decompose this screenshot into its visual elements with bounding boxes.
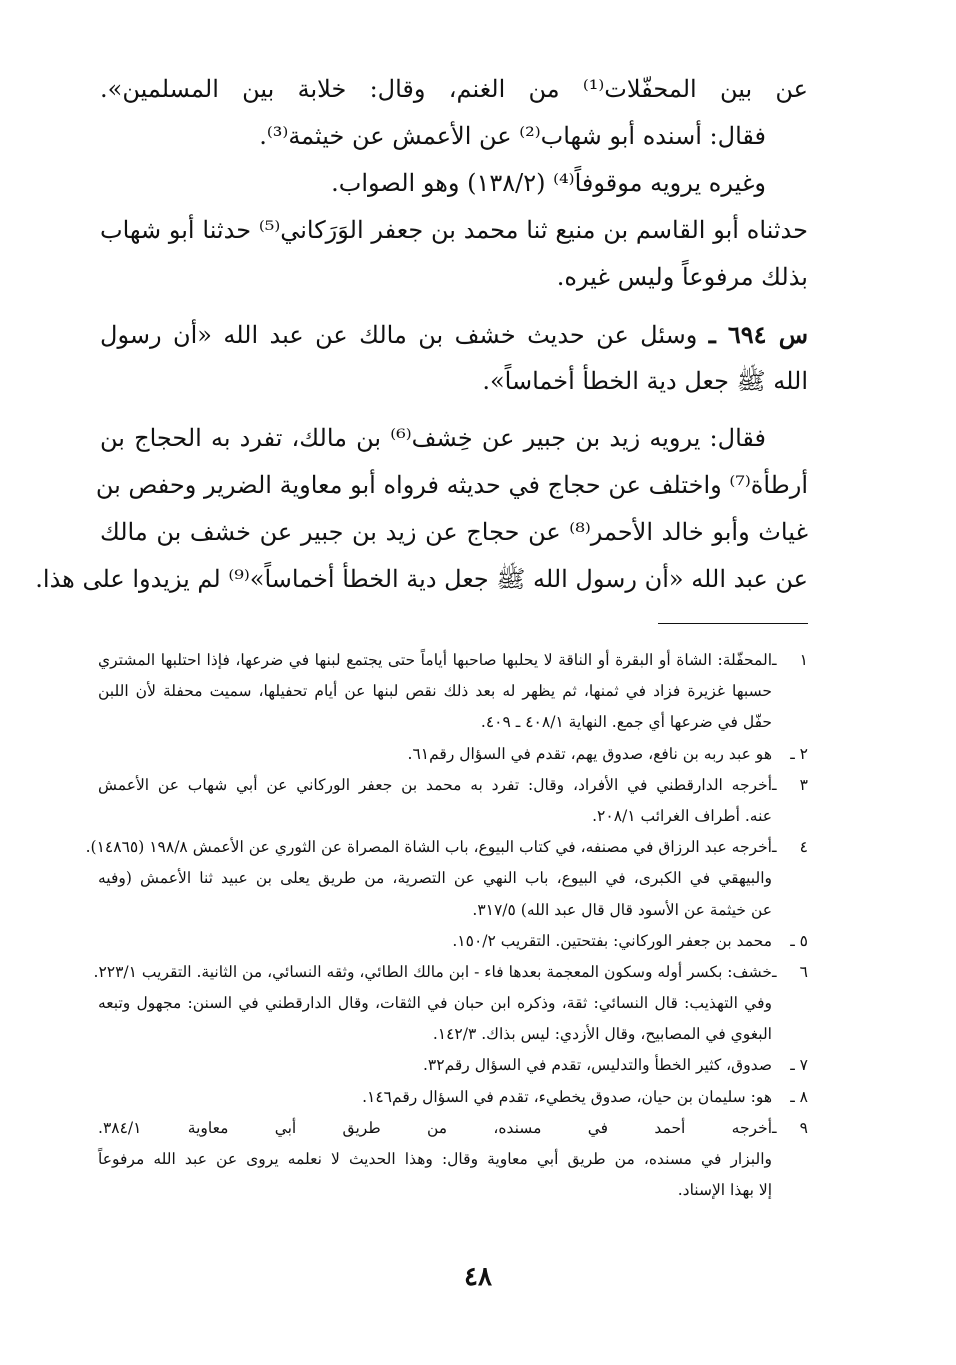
footnote-line <box>85 832 808 863</box>
footnote-number: ٤ ـ <box>772 838 808 857</box>
footnote-text: أخرجه الدارقطني في الأفراد، وقال: تفرد به محمد بن جعفر الوركاني عن أبي شهاب عن الأعمش <box>98 775 772 794</box>
footnote-line: البغوي في المصابيح، وقال الأزدي: ليس بذاك. ١٤٢/٣. <box>432 1025 772 1044</box>
answer-line: فقال: يرويه زيد بن جبير عن خِشف⁽⁶⁾ بن مالك، تفرد به الحجاج بن <box>100 424 766 452</box>
answer-line: غياث وأبو خالد الأحمر⁽⁸⁾ عن حجاج عن زيد بن جبير عن خشف بن مالك <box>100 518 808 546</box>
footnote-number: ١ ـ <box>772 651 808 669</box>
footnote-line <box>98 645 808 676</box>
footnote-line: وفي التهذيب: قال النسائي: ثقة، وذكره ابن حبان في الثقات، وقال الدارقطني في السنن: مجهول وتبعه <box>98 994 772 1013</box>
text-line: فقال: أسنده أبو شهاب⁽²⁾ عن الأعمش عن خيثمة⁽³⁾. <box>259 122 766 150</box>
footnote-line <box>98 1082 808 1113</box>
footnote-text: المحفّلة: الشاة أو البقرة أو الناقة لا يحلبها صاحبها أياماً حتى يجتمع لبنها في ضرعها، فإذا احتلبها المشتري <box>98 651 772 669</box>
footnote-text: هو عبد ربه بن نافع، صدوق يهم، تقدم في السؤال رقم٦١. <box>407 744 772 763</box>
question-label: س ٦٩٤ ـ <box>708 320 808 349</box>
footnote-line <box>98 1050 808 1081</box>
footnote-number: ٢ ـ <box>790 744 808 763</box>
footnote-line <box>98 770 808 801</box>
footnote-text: هو: سليمان بن حيان، صدوق يخطيء، تقدم في السؤال رقم١٤٦. <box>362 1087 772 1106</box>
footnote-text: صدوق، كثير الخطأ والتدليس، تقدم في السؤال رقم٣٢. <box>422 1056 772 1075</box>
footnote-number: ٣ ـ <box>772 775 808 794</box>
footnote-number: ٥ ـ <box>790 931 808 950</box>
main-text <box>35 66 808 603</box>
question-line <box>100 311 808 358</box>
footnote-line: والبزار في مسنده، من طريق أبي معاوية وقال: وهذا الحديث لا نعلمه يروى عن عبد الله مرفوعاً <box>98 1150 772 1168</box>
footnote-separator <box>658 623 808 624</box>
footnote-text: محمد بن جعفر الوركاني: بفتحتين. التقريب ١٥٠/٢. <box>452 931 772 950</box>
footnote-text: خشف: بكسر أوله وسكون المعجمة بعدها فاء - ابن مالك الطائي، وثقه النسائي، من الثانية. التقريب ٢٢٣/١. <box>93 962 772 981</box>
text-line: حدثناه أبو القاسم بن منيع ثنا محمد بن جعفر الوَرَكاني⁽⁵⁾ حدثنا أبو شهاب <box>100 216 808 244</box>
footnote-line: عن خيثمة عن الأسود قال قال عبد الله) ٣١٧/٥. <box>472 900 772 919</box>
text-line: عن بين المحفّلات⁽¹⁾ من الغنم، وقال: خلابة بين المسلمين». <box>100 75 808 103</box>
footnote-line <box>98 1113 808 1144</box>
footnote-line <box>98 739 808 770</box>
text-line: بذلك مرفوعاً وليس غيره. <box>556 263 808 291</box>
footnote-line <box>98 926 808 957</box>
question-text: وسئل عن حديث خشف بن مالك عن عبد الله «أن رسول <box>100 321 698 349</box>
text-line: وغيره يرويه موقوفاً⁽⁴⁾ (١٣٨/٢) وهو الصواب. <box>331 169 766 197</box>
footnote-line: إلا بهذا الإسناد. <box>677 1181 772 1200</box>
footnote-text: أخرجه أحمد في مسنده، من طريق أبي معاوية ٣٨٤/١. <box>98 1118 772 1137</box>
footnote-number: ٧ ـ <box>790 1056 808 1075</box>
footnote-text: أخرجه عبد الرزاق في مصنفه، في كتاب البيوع، باب الشاة المصراة عن الثوري عن الأعمش ١٩٨/٨ (١٤٨٦٥). <box>85 838 772 857</box>
footnote-line: والبيهقي في الكبرى، في البيوع، باب النهي عن التصرية، من طريق يعلى بن عبيد ثنا الأعمش (وفيه <box>98 869 772 888</box>
question-line: الله ﷺ جعل دية الخطأ أخماساً». <box>482 367 808 395</box>
footnote-number: ٩ ـ <box>772 1118 808 1137</box>
footnote-line: حسبها غزيرة فزاد في ثمنها، ثم يظهر له بعد ذلك نقص لبنها عن أيام تحفيلها، سميت محفلة لأن اللبن <box>98 682 772 701</box>
footnotes <box>85 645 808 1206</box>
answer-line: عن عبد الله «أن رسول الله ﷺ جعل دية الخطأ أخماساً»⁽⁹⁾ لم يزيدوا على هذا. <box>35 565 808 593</box>
footnote-line: حفّل في ضرعها أي جمع. النهاية ٤٠٨/١ ـ ٤٠٩. <box>480 713 772 732</box>
answer-line: أرطأة⁽⁷⁾ واختلف عن حجاج في حديثه فرواه أبو معاوية الضرير وحفص بن <box>95 471 808 499</box>
page-number: ٤٨ <box>464 1262 492 1292</box>
footnote-number: ٦ ـ <box>772 962 808 981</box>
footnote-line: عنه. أطراف الغرائب ٢٠٨/١. <box>592 806 772 825</box>
footnote-line <box>93 957 808 988</box>
footnote-number: ٨ ـ <box>790 1087 808 1106</box>
